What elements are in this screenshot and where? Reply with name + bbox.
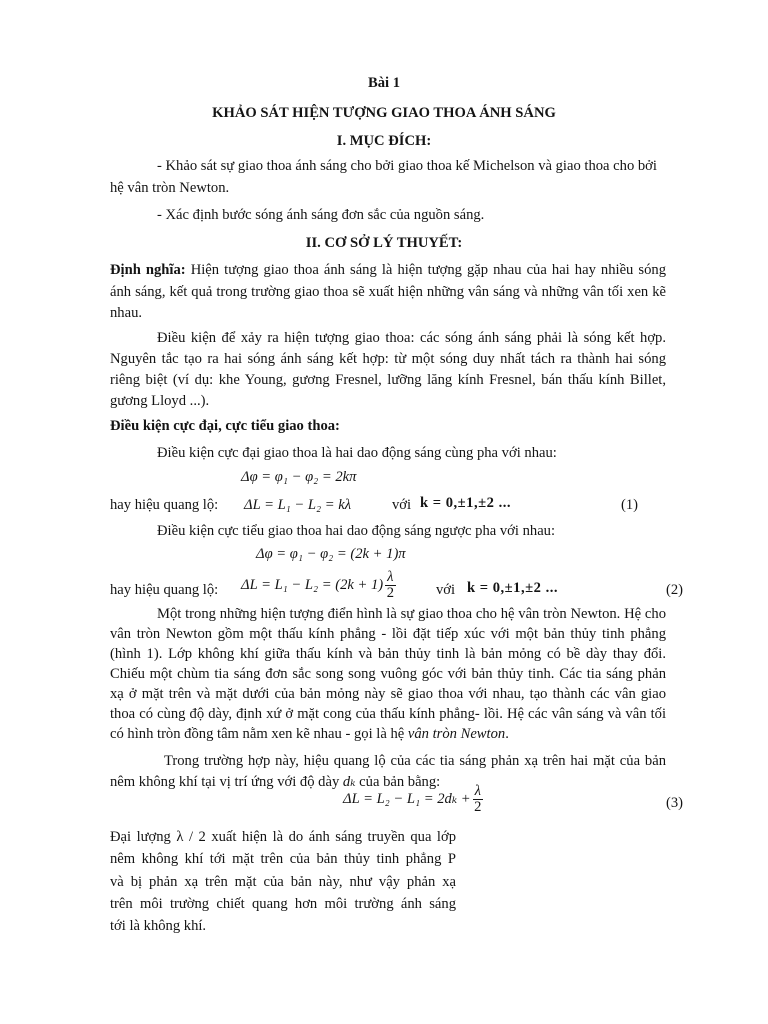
newton-line-4: Chiếu một chùm tia sáng đơn sắc song song vuông góc với bản thủy tinh. Các tia sáng phản: [110, 666, 666, 682]
newton-line-3: (hình 1). Lớp không khí giữa thấu kính và bản thủy tinh là bản mỏng có bề dày thay đổi.: [110, 646, 666, 662]
condition-line-2: Nguyên tắc tạo ra hai sóng ánh sáng kết hợp: từ một sóng duy nhất tách ra thành hai sóng: [110, 351, 666, 367]
max-condition-text: Điều kiện cực đại giao thoa là hai dao động sáng cùng pha với nhau:: [157, 445, 557, 461]
maxmin-heading: Điều kiện cực đại, cực tiểu giao thoa:: [110, 418, 340, 434]
quantity-line-5: tới là không khí.: [110, 918, 207, 934]
definition-text: Hiện tượng giao thoa ánh sáng là hiện tượng gặp nhau của hai hay nhiều sóng: [185, 262, 666, 278]
case-line-2-end: của bản bằng:: [355, 774, 441, 790]
newton-line-5: xạ ở mặt trên và mặt dưới của bản mỏng này sẽ giao thoa với nhau, tạo thành các vân giao: [110, 686, 666, 702]
newton-line-6: thoa có cùng độ dày, định xứ ở mặt cong của thấu kính phẳng- lồi. Hệ các vân sáng và vân tối: [110, 706, 666, 722]
equation-3: [343, 784, 485, 816]
equation-3-left: ΔL = L₂ − L₁ = 2dₖ +: [343, 791, 471, 808]
newton-line-2: vân tròn Newton gồm một thấu kính phẳng - lồi đặt tiếp xúc với một bản thủy tinh phẳng: [110, 626, 666, 642]
k-set-1: k = 0,±1,±2 ...: [420, 495, 512, 511]
quantity-line-1: Đại lượng λ / 2 xuất hiện là do ánh sáng truyền qua lớp: [110, 829, 456, 845]
lesson-title: Bài 1: [367, 75, 401, 91]
equation-2-numerator: λ: [387, 569, 394, 585]
equation-1-number: (1): [621, 497, 639, 513]
purpose-item-2: - Xác định bước sóng ánh sáng đơn sắc của nguồn sáng.: [157, 207, 485, 223]
newton-line-7: [110, 725, 509, 744]
path-difference-label-2: hay hiệu quang lộ:: [110, 582, 219, 598]
definition-line-3: nhau.: [110, 305, 143, 321]
case-line-1: Trong trường hợp này, hiệu quang lộ của các tia sáng phản xạ trên hai mặt của bản: [164, 753, 666, 769]
equation-2-fraction: [385, 570, 395, 602]
main-title: KHẢO SÁT HIỆN TƯỢNG GIAO THOA ÁNH SÁNG: [212, 105, 556, 121]
purpose-item-1-line-2: hệ vân tròn Newton.: [110, 180, 230, 196]
equation-3-number: (3): [666, 795, 684, 811]
section2-heading: II. CƠ SỞ LÝ THUYẾT:: [305, 235, 463, 251]
with-label-2: với: [436, 582, 456, 598]
definition-line-1: [110, 261, 666, 280]
k-set-2: k = 0,±1,±2 ...: [467, 580, 559, 596]
section1-heading: I. MỤC ĐÍCH:: [336, 133, 432, 149]
newton-line-7-end: .: [505, 726, 509, 742]
definition-line-2: ánh sáng, kết quả trong trường giao thoa sẽ xuất hiện những vân sáng và những vân tối xen kẽ: [110, 284, 666, 300]
condition-line-4: gương Lloyd ...).: [110, 393, 210, 409]
newton-line-1: Một trong những hiện tượng điển hình là sự giao thoa cho hệ vân tròn Newton. Hệ cho: [157, 606, 666, 622]
definition-label: Định nghĩa:: [110, 262, 186, 278]
case-line-2-start: nêm không khí tại vị trí ứng với độ dày: [110, 774, 343, 790]
equation-2: [241, 570, 398, 602]
min-condition-text: Điều kiện cực tiểu giao thoa hai dao động sáng ngược pha với nhau:: [157, 523, 556, 539]
condition-line-1: Điều kiện để xảy ra hiện tượng giao thoa: các sóng ánh sáng phải là sóng kết hợp.: [157, 330, 666, 346]
newton-rings-term: vân tròn Newton: [407, 726, 506, 742]
condition-line-3: riêng biệt (ví dụ: khe Young, gương Fresnel, lưỡng lăng kính Fresnel, bán thấu kính Billet,: [110, 372, 666, 388]
equation-2-number: (2): [666, 582, 684, 598]
min-phase-equation: Δφ = φ₁ − φ₂ = (2k + 1)π: [256, 546, 406, 562]
quantity-line-4: trên môi trường chiết quang hơn môi trường ánh sáng: [110, 896, 456, 912]
max-phase-equation: Δφ = φ₁ − φ₂ = 2kπ: [241, 469, 357, 485]
equation-3-fraction: [473, 784, 483, 816]
path-difference-label-1: hay hiệu quang lộ:: [110, 497, 219, 513]
equation-3-numerator: λ: [474, 783, 481, 799]
equation-1: ΔL = L₁ − L₂ = kλ: [244, 497, 352, 513]
thickness-variable: dₖ: [342, 774, 356, 790]
equation-2-denominator: 2: [386, 585, 394, 602]
quantity-line-2: nêm không khí tới mặt trên của bản thủy tinh phẳng P: [110, 851, 456, 867]
equation-3-denominator: 2: [474, 799, 482, 816]
purpose-item-1-line-1: - Khảo sát sự giao thoa ánh sáng cho bởi giao thoa kế Michelson và giao thoa cho bởi: [157, 158, 657, 174]
with-label-1: với: [392, 497, 412, 513]
quantity-line-3: và bị phản xạ trên mặt của bản này, như vậy phản xạ: [110, 874, 456, 890]
equation-2-left: ΔL = L₁ − L₂ = (2k + 1): [241, 577, 384, 594]
newton-line-7-start: có hình tròn đồng tâm nằm xen kẽ nhau - gọi là hệ: [110, 726, 408, 742]
